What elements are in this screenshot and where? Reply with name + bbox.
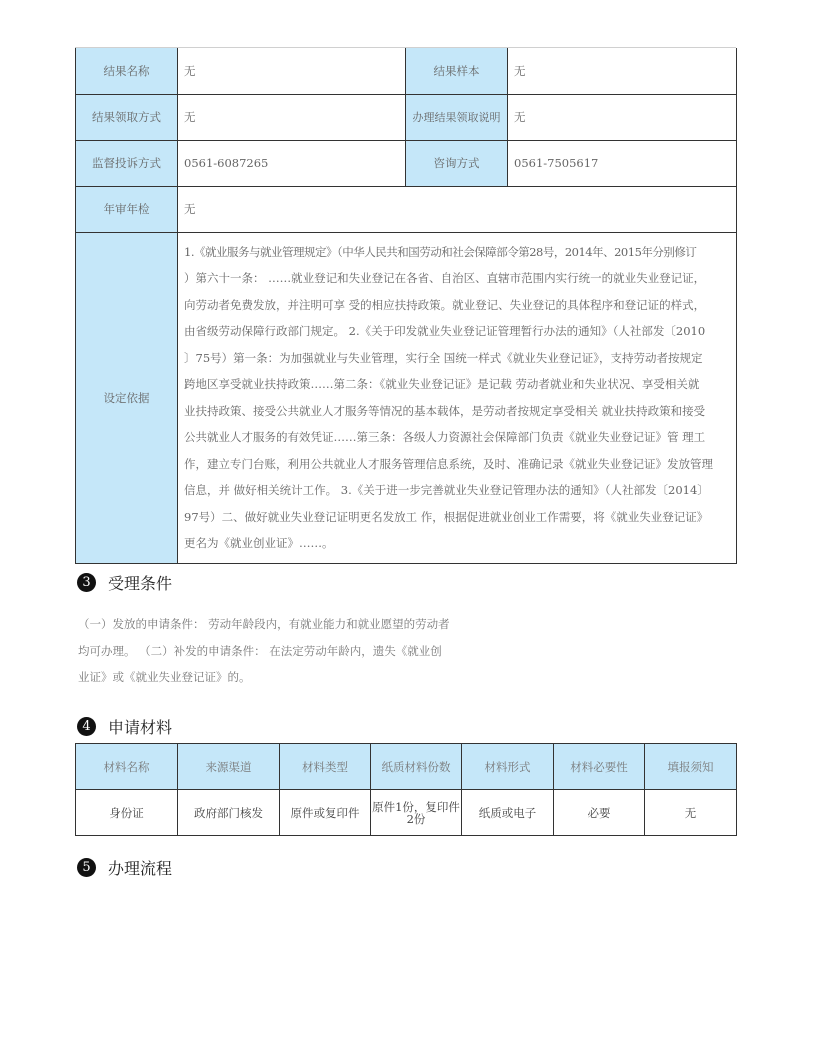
circled-number-icon: 4 bbox=[77, 717, 96, 736]
basis-text bbox=[178, 232, 737, 563]
section-title: 受理条件 bbox=[108, 574, 173, 593]
table-row bbox=[76, 140, 737, 186]
column-header: 来源渠道 bbox=[178, 744, 280, 790]
table-header-row bbox=[76, 744, 737, 790]
table-row bbox=[76, 186, 737, 232]
basis-line: ）第六十一条： ……就业登记和失业登记在各省、自治区、直辖市范围内实行统一的就业失业登记证， bbox=[184, 271, 706, 285]
pickup-note-label: 办理结果领取说明 bbox=[406, 94, 508, 140]
pickup-note-value: 无 bbox=[508, 94, 737, 140]
consult-label: 咨询方式 bbox=[406, 140, 508, 186]
basis-line: 业扶持政策、接受公共就业人才服务等情况的基本载体，是劳动者按规定享受相关 就业扶持政策和接受 bbox=[184, 403, 706, 418]
material-source: 政府部门核发 bbox=[178, 790, 280, 836]
conditions-line: 业证》或《就业失业登记证》的。 bbox=[78, 670, 251, 684]
basis-line: 更名为《就业创业证》……。 bbox=[184, 536, 334, 550]
section-title: 办理流程 bbox=[108, 859, 173, 878]
circled-number-icon: 5 bbox=[77, 858, 96, 877]
table-row bbox=[76, 94, 737, 140]
result-name-value: 无 bbox=[178, 48, 406, 94]
material-necessity: 必要 bbox=[554, 790, 645, 836]
column-header: 材料形式 bbox=[462, 744, 554, 790]
info-table bbox=[75, 48, 737, 564]
section-heading-process bbox=[77, 856, 172, 879]
table-row bbox=[76, 48, 737, 94]
basis-line: 1.《就业服务与就业管理规定》（中华人民共和国劳动和社会保障部令第28号，2014年、2015年分别修订 bbox=[184, 244, 697, 259]
column-header: 材料必要性 bbox=[554, 744, 645, 790]
materials-table bbox=[75, 743, 737, 836]
complaint-phone: 0561-6087265 bbox=[178, 140, 406, 186]
column-header: 材料名称 bbox=[76, 744, 178, 790]
material-name: 身份证 bbox=[76, 790, 178, 836]
basis-line: 跨地区享受就业扶持政策……第二条：《就业失业登记证》是记载 劳动者就业和失业状况、享受相关就 bbox=[184, 377, 700, 391]
basis-line: 作，建立专门台账，利用公共就业人才服务管理信息系统，及时、准确记录《就业失业登记证》发放管理 bbox=[184, 456, 713, 471]
material-copies: 原件1份，复印件2份 bbox=[371, 790, 462, 836]
table-row bbox=[76, 232, 737, 563]
circled-number-icon: 3 bbox=[77, 573, 96, 592]
result-pickup-label: 结果领取方式 bbox=[76, 94, 178, 140]
result-sample-value: 无 bbox=[508, 48, 737, 94]
result-pickup-value: 无 bbox=[178, 94, 406, 140]
table-row bbox=[76, 790, 737, 836]
annual-check-value: 无 bbox=[178, 186, 737, 232]
material-type: 原件或复印件 bbox=[280, 790, 371, 836]
section-heading-materials bbox=[77, 715, 172, 738]
basis-line: 由省级劳动保障行政部门规定。 2.《关于印发就业失业登记证管理暂行办法的通知》（人社部发〔2010 bbox=[184, 324, 706, 338]
conditions-line: （一）发放的申请条件： 劳动年龄段内，有就业能力和就业愿望的劳动者 bbox=[78, 617, 450, 631]
basis-line: 向劳动者免费发放，并注明可享 受的相应扶持政策。就业登记、失业登记的具体程序和登记证的样式， bbox=[184, 297, 706, 312]
result-sample-label: 结果样本 bbox=[406, 48, 508, 94]
section-heading-conditions bbox=[77, 571, 172, 594]
column-header: 材料类型 bbox=[280, 744, 371, 790]
material-form: 纸质或电子 bbox=[462, 790, 554, 836]
basis-line: 97号）二、做好就业失业登记证明更名发放工 作，根据促进就业创业工作需要，将《就业失业登记证》 bbox=[184, 509, 709, 524]
basis-line: 〕75号）第一条：为加强就业与失业管理，实行全 国统一样式《就业失业登记证》，支持劳动者按规定 bbox=[184, 350, 703, 365]
section-title: 申请材料 bbox=[108, 718, 173, 737]
column-header: 纸质材料份数 bbox=[371, 744, 462, 790]
basis-line: 信息，并 做好相关统计工作。 3.《关于进一步完善就业失业登记管理办法的通知》（人社部发〔2014〕 bbox=[184, 483, 709, 497]
conditions-text bbox=[78, 611, 478, 691]
basis-line: 公共就业人才服务的有效凭证……第三条：各级人力资源社会保障部门负责《就业失业登记证》管 理工 bbox=[184, 430, 706, 444]
column-header: 填报须知 bbox=[645, 744, 737, 790]
consult-phone: 0561-7505617 bbox=[508, 140, 737, 186]
complaint-label: 监督投诉方式 bbox=[76, 140, 178, 186]
result-name-label: 结果名称 bbox=[76, 48, 178, 94]
basis-label: 设定依据 bbox=[76, 232, 178, 563]
annual-check-label: 年审年检 bbox=[76, 186, 178, 232]
material-notes: 无 bbox=[645, 790, 737, 836]
conditions-line: 均可办理。 （二）补发的申请条件： 在法定劳动年龄内，遗失《就业创 bbox=[78, 643, 442, 658]
